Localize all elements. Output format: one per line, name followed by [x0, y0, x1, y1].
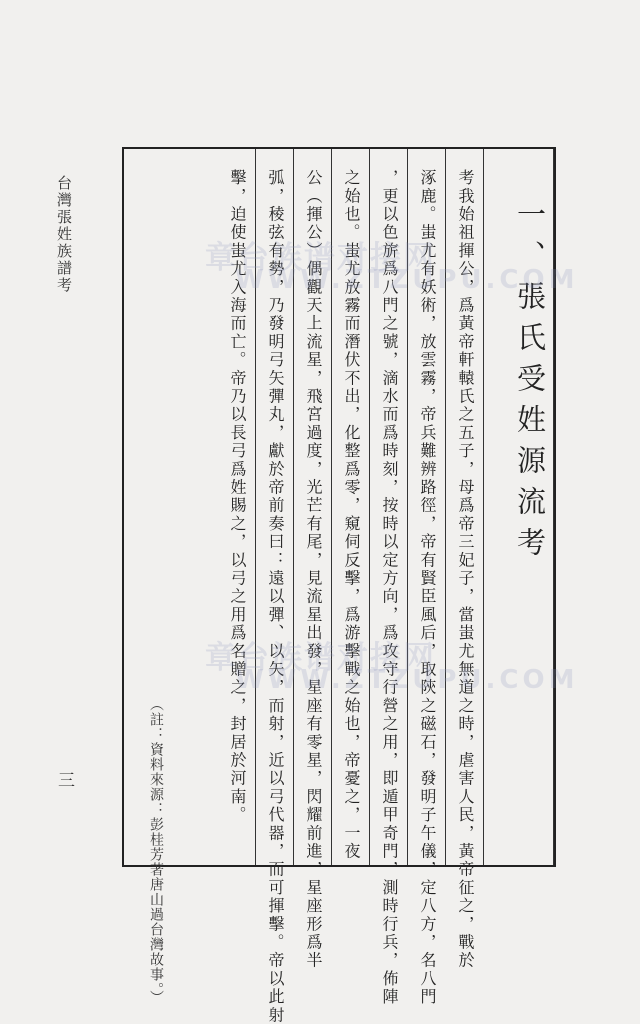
- body-text-line: ，更以色旂爲八門之號，滴水而爲時刻，按時以定方向，爲攻守行營之用，即遁甲奇門，測時行兵，佈陣: [380, 169, 399, 1007]
- watermark-url: WWW.ZTZUPU.COM: [235, 265, 579, 295]
- running-head: 台灣張姓族譜考: [55, 175, 73, 294]
- body-column-1: [446, 149, 484, 970]
- body-text-line: 擊，迫使蚩尤入海而亡。帝乃以長弓爲姓賜之，以弓之用爲名贈之，封居於河南。: [228, 169, 247, 825]
- body-text-line: 之始也。蚩尤放霧而潛伏不出，化整爲零，窺伺反擊，爲游擊戰之始也，帝憂之，一夜: [342, 169, 361, 861]
- page-number: 三: [58, 771, 75, 791]
- watermark-text: 章台族谱对接网: [205, 240, 436, 276]
- text-frame: [122, 147, 556, 1024]
- section-title: 一、張氏受姓源流考: [513, 199, 547, 568]
- footnote: （註：資料來源：彭桂芳著唐山過台灣故事。）: [148, 697, 164, 1005]
- watermark-text: 章台族谱对接网: [205, 640, 436, 676]
- title-column: [484, 149, 554, 865]
- body-text-line: 考我始祖揮公，爲黃帝軒轅氏之五子，母爲帝三妃子，當蚩尤無道之時，虐害人民，黃帝征之，戰於: [456, 169, 475, 970]
- body-column-2: [408, 149, 446, 1007]
- body-text-line: 公（揮公）偶觀天上流星，飛宮過度，光芒有尾，見流星出發，星座有零星，閃耀前進，星座形爲半: [304, 169, 323, 970]
- watermark-url: WWW.ZTZUPU.COM: [235, 665, 579, 695]
- body-column-4: [332, 149, 370, 865]
- body-column-3: [370, 149, 408, 1007]
- body-text-line: 弧，稜弦有勢，乃發明弓矢彈丸，獻於帝前奏曰：遠以彈、以矢，而射，近以弓代器，而可揮擊。帝以此射: [266, 169, 285, 1024]
- body-text-line: 涿鹿。蚩尤有妖術，放雲霧，帝兵難辨路徑，帝有賢臣風后，取陝之磁石，發明子午儀，定八方，名八門: [418, 169, 437, 1007]
- body-column-6: [256, 149, 294, 1024]
- body-column-7: [218, 149, 256, 865]
- body-column-5: [294, 149, 332, 970]
